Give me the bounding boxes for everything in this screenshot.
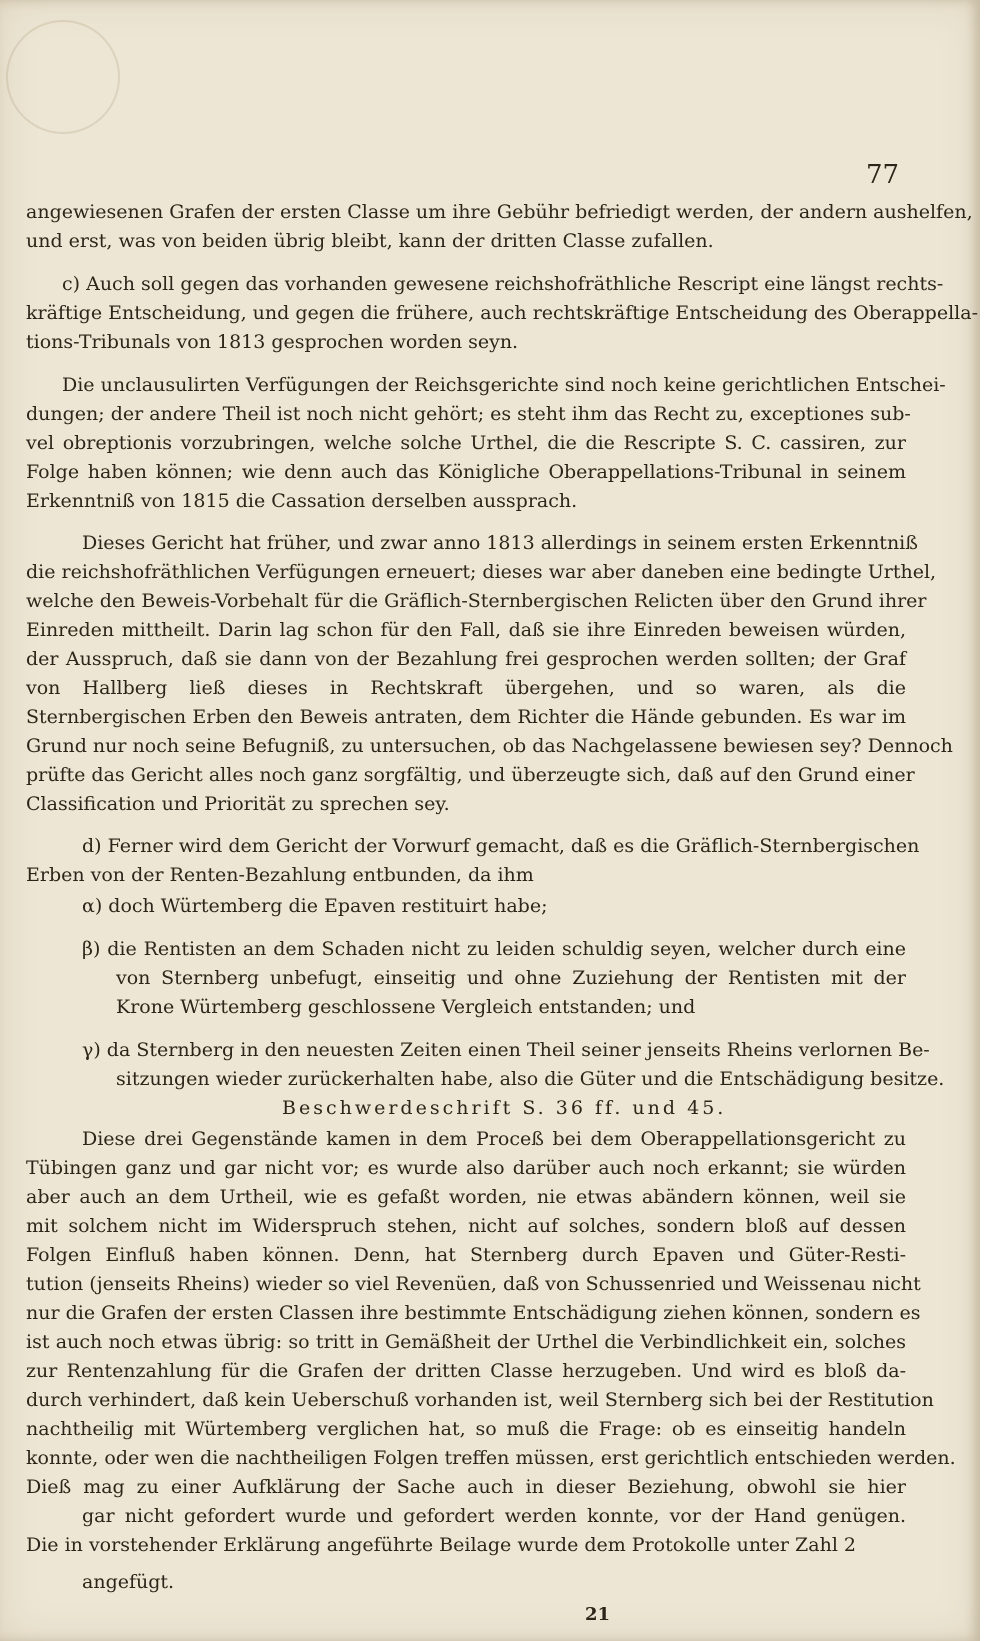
text-line: die reichshofräthlichen Verfügungen erneuert; dieses war aber daneben eine bedingte Urthel,	[26, 561, 937, 583]
text-line: Krone Würtemberg geschlossene Vergleich entstanden; und	[116, 996, 696, 1018]
page-number: 77	[866, 160, 900, 190]
text-line: angewiesenen Grafen der ersten Classe um ihre Gebühr befriedigt werden, der andern aushelfen,	[26, 201, 973, 223]
text-line: kräftige Entscheidung, und gegen die frühere, auch rechtskräftige Entscheidung des Oberappella-	[26, 302, 978, 324]
text-line: Die unclausulirten Verfügungen der Reichsgerichte sind noch keine gerichtlichen Entschei-	[62, 374, 946, 396]
text-line: Die in vorstehender Erklärung angeführte Beilage wurde dem Protokolle unter Zahl 2	[26, 1534, 857, 1556]
text-line: c) Auch soll gegen das vorhanden gewesene reichshofräthliche Rescript eine längst rechts-	[62, 273, 944, 295]
text-line: vel obreptionis vorzubringen, welche solche Urthel, die die Rescripte S. C. cassiren, zur	[26, 432, 906, 454]
text-line: Classification und Priorität zu sprechen sey.	[26, 793, 450, 815]
list-item-alpha: α) doch Würtemberg die Epaven restituirt habe;	[82, 895, 548, 917]
text-line: welche den Beweis-Vorbehalt für die Gräflich-Sternbergischen Relicten über den Grund ihrer	[26, 590, 927, 612]
text-line: Tübingen ganz und gar nicht vor; es wurde also darüber auch noch erkannt; sie würden	[26, 1157, 906, 1179]
text-line: ist auch noch etwas übrig: so tritt in Gemäßheit der Urthel die Verbindlichkeit ein, solches	[26, 1331, 906, 1353]
text-line: dungen; der andere Theil ist noch nicht gehört; es steht ihm das Recht zu, exceptiones sub-	[26, 403, 911, 425]
text-line: mit solchem nicht im Widerspruch stehen, nicht auf solches, sondern bloß auf dessen	[26, 1215, 906, 1237]
text-line: gar nicht gefordert wurde und gefordert werden konnte, vor der Hand genügen.	[82, 1505, 906, 1527]
signature-mark: 21	[585, 1604, 611, 1625]
text-line: Sternbergischen Erben den Beweis antraten, dem Richter die Hände gebunden. Es war im	[26, 706, 906, 728]
text-line: von Hallberg ließ dieses in Rechtskraft übergehen, und so waren, als die	[26, 677, 906, 699]
list-item-beta: β) die Rentisten an dem Schaden nicht zu leiden schuldig seyen, welcher durch eine	[82, 938, 906, 960]
text-line: tions-Tribunals von 1813 gesprochen worden seyn.	[26, 331, 519, 353]
text-line: Grund nur noch seine Befugniß, zu untersuchen, ob das Nachgelassene bewiesen sey? Dennoch	[26, 735, 953, 757]
text-line: Erben von der Renten-Bezahlung entbunden, da ihm	[26, 864, 534, 886]
text-line: nachtheilig mit Würtemberg verglichen hat, so muß die Frage: ob es einseitig handeln	[26, 1418, 906, 1440]
text-line: Erkenntniß von 1815 die Cassation derselben aussprach.	[26, 490, 578, 512]
text-line: Dieses Gericht hat früher, und zwar anno 1813 allerdings in seinem ersten Erkenntniß	[82, 532, 918, 554]
text-line: Diese drei Gegenstände kamen in dem Proceß bei dem Oberappellationsgericht zu	[82, 1128, 906, 1150]
text-line: Folgen Einfluß haben können. Denn, hat Sternberg durch Epaven und Güter-Resti-	[26, 1244, 906, 1266]
text-line: sitzungen wieder zurückerhalten habe, also die Güter und die Entschädigung besitze.	[116, 1068, 945, 1090]
text-line: aber auch an dem Urtheil, wie es gefaßt worden, nie etwas abändern können, weil sie	[26, 1186, 906, 1208]
text-line: tution (jenseits Rheins) wieder so viel Revenüen, daß von Schussenried und Weissenau nicht	[26, 1273, 921, 1295]
text-line: Dieß mag zu einer Aufklärung der Sache auch in dieser Beziehung, obwohl sie hier	[26, 1476, 906, 1498]
reference-line: Beschwerdeschrift S. 36 ff. und 45.	[282, 1097, 727, 1119]
text-line: angefügt.	[82, 1571, 175, 1593]
text-line: zur Rentenzahlung für die Grafen der dritten Classe herzugeben. Und wird es bloß da-	[26, 1360, 906, 1382]
text-line: nur die Grafen der ersten Classen ihre bestimmte Entschädigung ziehen können, sondern es	[26, 1302, 921, 1324]
text-line: von Sternberg unbefugt, einseitig und ohne Zuziehung der Rentisten mit der	[116, 967, 906, 989]
text-line: und erst, was von beiden übrig bleibt, kann der dritten Classe zufallen.	[26, 230, 714, 252]
text-line: prüfte das Gericht alles noch ganz sorgfältig, und überzeugte sich, daß auf den Grund einer	[26, 764, 915, 786]
text-line: Einreden mittheilt. Darin lag schon für den Fall, daß sie ihre Einreden beweisen würden,	[26, 619, 906, 641]
text-line: der Ausspruch, daß sie dann von der Bezahlung frei gesprochen werden sollten; der Graf	[26, 648, 906, 670]
text-line: d) Ferner wird dem Gericht der Vorwurf gemacht, daß es die Gräflich-Sternbergischen	[82, 835, 920, 857]
text-line: konnte, oder wen die nachtheiligen Folgen treffen müssen, erst gerichtlich entschieden werden.	[26, 1447, 956, 1469]
library-stamp	[6, 20, 120, 134]
list-item-gamma: γ) da Sternberg in den neuesten Zeiten einen Theil seiner jenseits Rheins verlornen Be-	[82, 1039, 930, 1061]
text-line: Folge haben können; wie denn auch das Königliche Oberappellations-Tribunal in seinem	[26, 461, 906, 483]
text-line: durch verhindert, daß kein Ueberschuß vorhanden ist, weil Sternberg sich bei der Restitution	[26, 1389, 934, 1411]
